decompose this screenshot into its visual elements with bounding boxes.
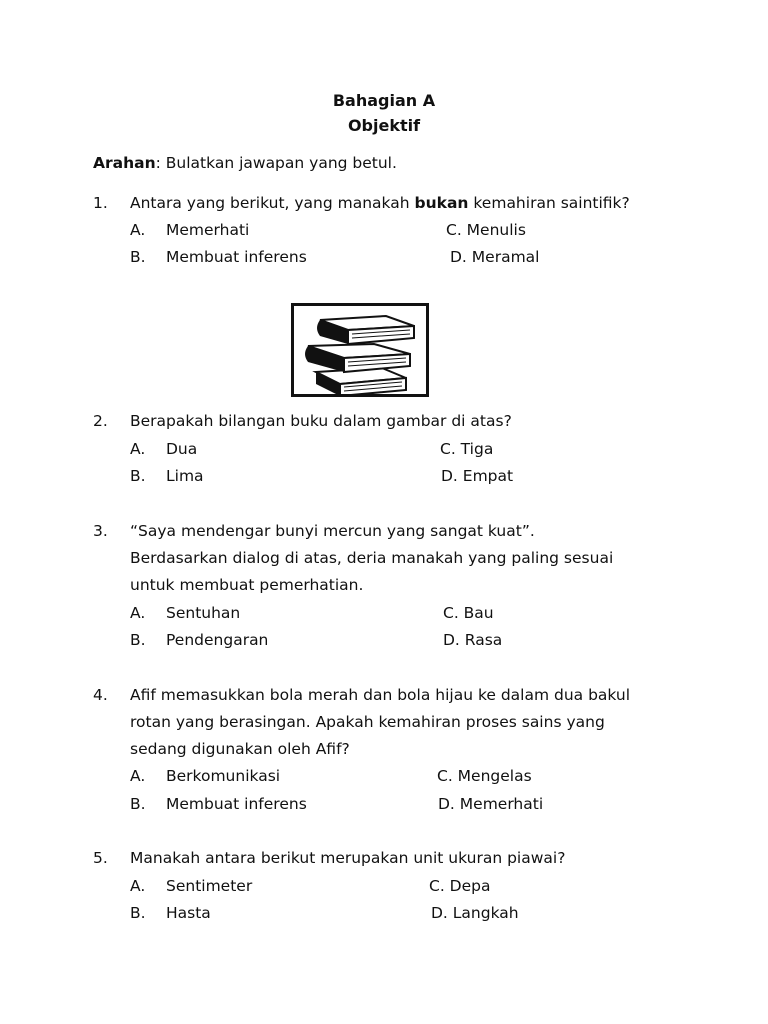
books-stack-icon bbox=[294, 306, 426, 394]
question-1-option-a-letter: A. bbox=[130, 221, 146, 239]
question-4-option-b[interactable]: Membuat inferens bbox=[166, 795, 307, 813]
instruction-text: : Bulatkan jawapan yang betul. bbox=[155, 154, 397, 172]
question-2-option-d[interactable]: D. Empat bbox=[441, 467, 514, 485]
question-3-option-c[interactable]: C. Bau bbox=[443, 604, 494, 622]
question-3-option-b[interactable]: Pendengaran bbox=[166, 631, 269, 649]
question-4-option-a-letter: A. bbox=[130, 767, 146, 785]
question-4-option-d[interactable]: D. Memerhati bbox=[438, 795, 544, 813]
question-4-text-line-3: sedang digunakan oleh Afif? bbox=[130, 740, 350, 758]
question-3-option-b-letter: B. bbox=[130, 631, 146, 649]
question-1-text-part: kemahiran saintifik? bbox=[468, 194, 630, 212]
question-1-option-b[interactable]: Membuat inferens bbox=[166, 248, 307, 266]
question-1-emphasis: bukan bbox=[414, 194, 469, 212]
question-4-text-line-1: Afif memasukkan bola merah dan bola hijau ke dalam dua bakul bbox=[130, 686, 631, 704]
question-5-option-b-letter: B. bbox=[130, 904, 146, 922]
question-4-text-line-2: rotan yang berasingan. Apakah kemahiran proses sains yang bbox=[130, 713, 605, 731]
question-3-option-a-letter: A. bbox=[130, 604, 146, 622]
section-title: Bahagian A bbox=[332, 91, 436, 110]
question-1-option-a[interactable]: Memerhati bbox=[166, 221, 250, 239]
question-1-option-b-letter: B. bbox=[130, 248, 146, 266]
question-4-option-c[interactable]: C. Mengelas bbox=[437, 767, 532, 785]
question-5-option-a[interactable]: Sentimeter bbox=[166, 877, 253, 895]
section-subtitle: Objektif bbox=[347, 116, 421, 135]
question-2-number: 2. bbox=[93, 412, 108, 430]
question-5-option-c[interactable]: C. Depa bbox=[429, 877, 491, 895]
question-1-number: 1. bbox=[93, 194, 108, 212]
question-2-option-b[interactable]: Lima bbox=[166, 467, 204, 485]
question-3-number: 3. bbox=[93, 522, 108, 540]
question-3-text-line-1: “Saya mendengar bunyi mercun yang sangat kuat”. bbox=[130, 522, 535, 540]
question-1-option-d[interactable]: D. Meramal bbox=[450, 248, 540, 266]
question-1-text-part: Antara yang berikut, yang manakah bbox=[130, 194, 415, 212]
question-3-option-a[interactable]: Sentuhan bbox=[166, 604, 241, 622]
question-5-number: 5. bbox=[93, 849, 108, 867]
question-4-option-b-letter: B. bbox=[130, 795, 146, 813]
question-4-number: 4. bbox=[93, 686, 108, 704]
question-5-option-b[interactable]: Hasta bbox=[166, 904, 211, 922]
question-1-text bbox=[130, 194, 630, 212]
instruction bbox=[93, 154, 397, 172]
question-5-option-a-letter: A. bbox=[130, 877, 146, 895]
question-3-text-line-3: untuk membuat pemerhatian. bbox=[130, 576, 364, 594]
question-4-option-a[interactable]: Berkomunikasi bbox=[166, 767, 281, 785]
books-picture bbox=[291, 303, 429, 397]
question-1-option-c[interactable]: C. Menulis bbox=[446, 221, 526, 239]
question-3-text-line-2: Berdasarkan dialog di atas, deria manakah yang paling sesuai bbox=[130, 549, 614, 567]
question-3-option-d[interactable]: D. Rasa bbox=[443, 631, 503, 649]
question-5-option-d[interactable]: D. Langkah bbox=[431, 904, 519, 922]
question-2-option-a[interactable]: Dua bbox=[166, 440, 198, 458]
question-2-option-a-letter: A. bbox=[130, 440, 146, 458]
question-2-option-c[interactable]: C. Tiga bbox=[440, 440, 494, 458]
question-2-option-b-letter: B. bbox=[130, 467, 146, 485]
question-2-text: Berapakah bilangan buku dalam gambar di atas? bbox=[130, 412, 512, 430]
instruction-label: Arahan bbox=[93, 154, 156, 172]
question-5-text: Manakah antara berikut merupakan unit ukuran piawai? bbox=[130, 849, 566, 867]
